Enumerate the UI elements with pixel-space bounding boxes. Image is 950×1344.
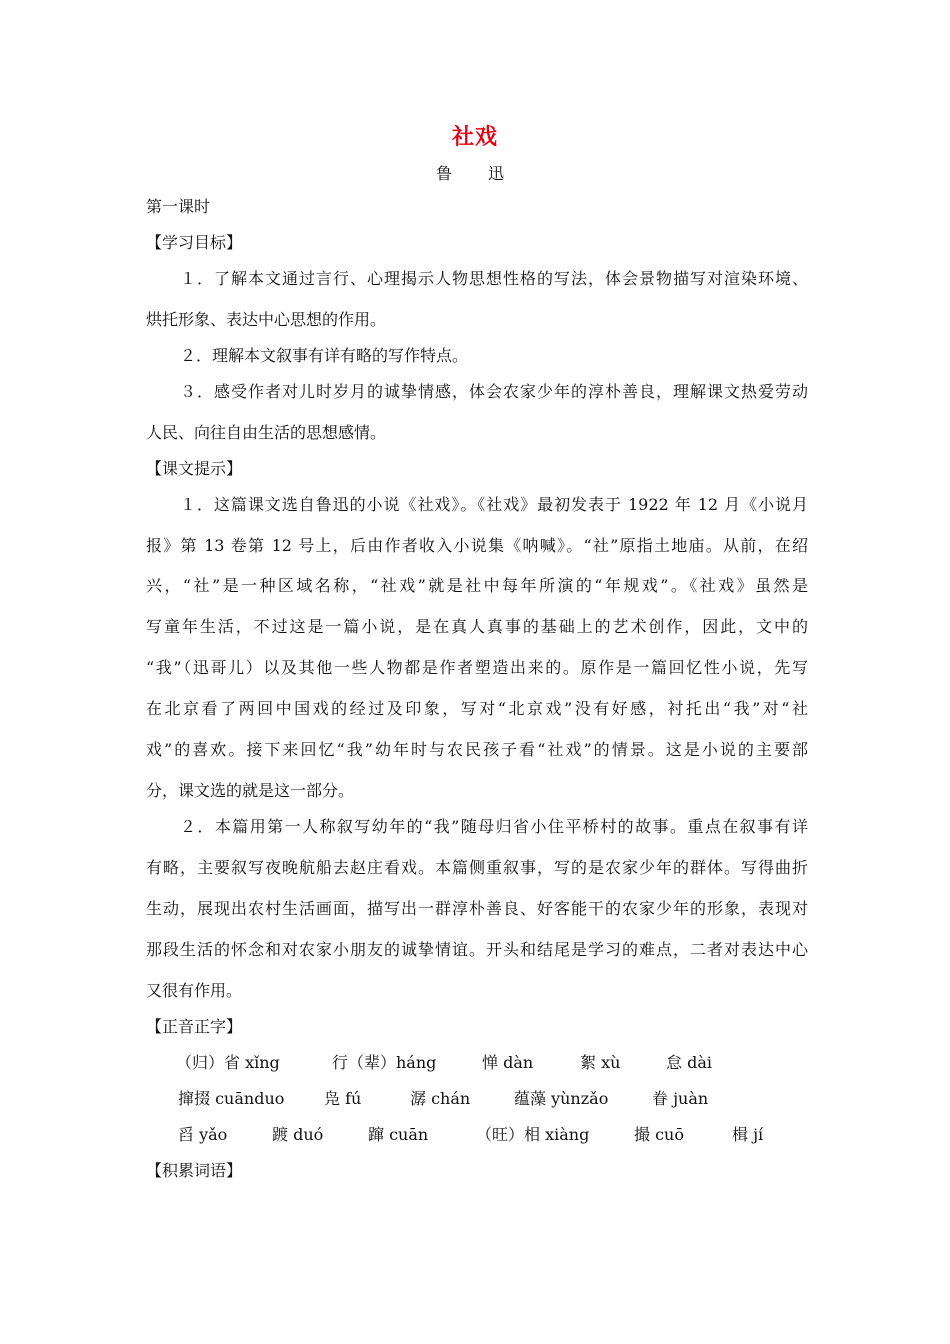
- goals-line: ３．感受作者对儿时岁月的诚挚情感，体会农家少年的淳朴善良，理解课文热爱劳动: [180, 382, 808, 401]
- pronunciation-item: 舀 yǎo: [178, 1125, 228, 1144]
- pronunciation-item: （旺）相 xiàng: [476, 1125, 590, 1144]
- tips-line: 生动，展现出农村生活画面，描写出一群淳朴善良、好客能干的农家少年的形象，表现对: [146, 899, 808, 918]
- pronunciation-item: 潺 chán: [410, 1089, 471, 1108]
- pronunciation-item: 撺掇 cuānduo: [178, 1089, 285, 1108]
- pronunciation-heading: 【正音正字】: [146, 1017, 243, 1036]
- goals-line: ２．理解本文叙事有详有略的写作特点。: [180, 346, 469, 365]
- pronunciation-item: 楫 jí: [732, 1125, 764, 1144]
- tips-line: 在北京看了两回中国戏的经过及印象，写对“北京戏”没有好感，衬托出“我”对“社: [146, 699, 808, 718]
- article-title: 社戏: [451, 125, 498, 150]
- pronunciation-item: 蹿 cuān: [368, 1125, 429, 1144]
- goals-heading: 【学习目标】: [146, 233, 243, 252]
- tips-line: 那段生活的怀念和对农家小朋友的诚挚情谊。开头和结尾是学习的难点，二者对表达中心: [146, 940, 808, 959]
- author: 鲁 迅: [435, 164, 514, 183]
- goals-line: 人民、向往自由生活的思想感情。: [146, 423, 387, 442]
- pronunciation-item: 踱 duó: [272, 1125, 324, 1144]
- tips-line: 兴，“社”是一种区域名称，“社戏”就是社中每年所演的“年规戏”。《社戏》虽然是: [146, 576, 808, 595]
- tips-line: 报》第 13 卷第 12 号上，后由作者收入小说集《呐喊》。“社”原指土地庙。从前，在绍: [146, 536, 808, 555]
- pronunciation-item: 行（辈）háng: [332, 1053, 437, 1072]
- pronunciation-item: 惮 dàn: [482, 1053, 534, 1072]
- tips-line: 写童年生活，不过这是一篇小说，是在真人真事的基础上的艺术创作，因此，文中的: [146, 617, 808, 636]
- vocab-heading: 【积累词语】: [146, 1161, 243, 1180]
- tips-heading: 【课文提示】: [146, 459, 243, 478]
- pronunciation-item: 怠 dài: [666, 1053, 712, 1072]
- tips-line: “我”（迅哥儿）以及其他一些人物都是作者塑造出来的。原作是一篇回忆性小说，先写: [146, 658, 808, 677]
- pronunciation-item: 撮 cuō: [634, 1125, 684, 1144]
- pronunciation-item: 凫 fú: [324, 1089, 362, 1108]
- pronunciation-item: 眷 juàn: [652, 1089, 709, 1108]
- goals-line: １．了解本文通过言行、心理揭示人物思想性格的写法，体会景物描写对渲染环境、: [180, 269, 808, 288]
- tips-line: 分，课文选的就是这一部分。: [146, 781, 355, 800]
- tips-line: １．这篇课文选自鲁迅的小说《社戏》。《社戏》最初发表于 1922 年 12 月《小说月: [180, 495, 808, 514]
- tips-line: 戏”的喜欢。接下来回忆“我”幼年时与农民孩子看“社戏”的情景。这是小说的主要部: [146, 740, 808, 759]
- tips-line: 又很有作用。: [146, 981, 243, 1000]
- tips-line: 有略，主要叙写夜晚航船去赵庄看戏。本篇侧重叙事，写的是农家少年的群体。写得曲折: [146, 858, 808, 877]
- pronunciation-item: 絮 xù: [580, 1053, 621, 1072]
- lesson-label: 第一课时: [146, 197, 211, 216]
- pronunciation-item: （归）省 xǐng: [176, 1053, 280, 1072]
- goals-line: 烘托形象、表达中心思想的作用。: [146, 310, 387, 329]
- pronunciation-item: 蕴藻 yùnzǎo: [514, 1089, 609, 1108]
- tips-line: ２．本篇用第一人称叙写幼年的“我”随母归省小住平桥村的故事。重点在叙事有详: [180, 817, 808, 836]
